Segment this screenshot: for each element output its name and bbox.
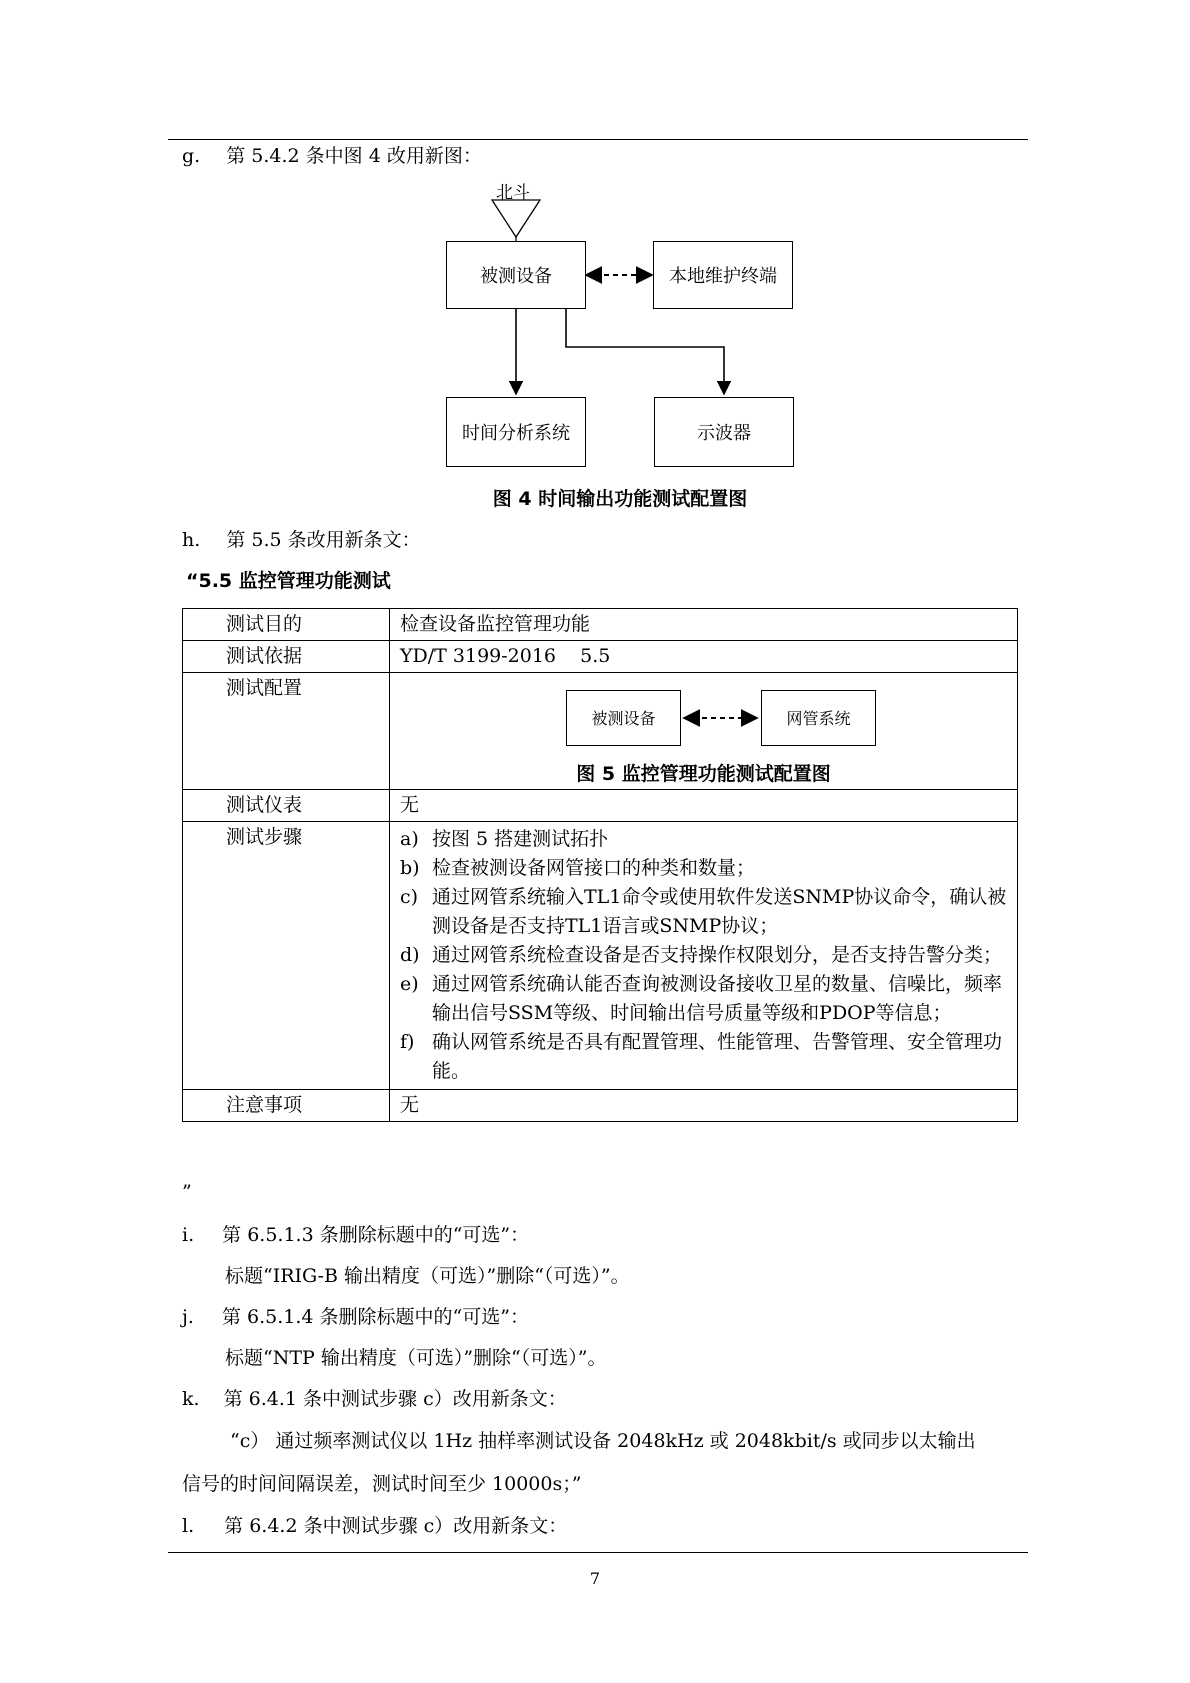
item-text: 第 6.4.1 条中测试步骤 c）改用新条文： (223, 1388, 567, 1410)
instruments-value: 无 (390, 790, 1018, 822)
step-b: b) 检查被测设备网管接口的种类和数量； (400, 857, 756, 879)
table-row (183, 1090, 1018, 1122)
closing-quote: ” (182, 1181, 192, 1203)
item-i-detail: 标题“IRIG-B 输出精度（可选）”删除“（可选）”。 (225, 1265, 630, 1287)
notes-value: 无 (390, 1090, 1018, 1122)
terminal-box: 本地维护终端 (653, 241, 793, 309)
item-marker: g. (182, 145, 201, 167)
item-marker: k. (182, 1388, 200, 1410)
figure-4-caption: 图 4 时间输出功能测试配置图 (492, 488, 748, 510)
item-j-detail: 标题“NTP 输出精度（可选）”删除“（可选）”。 (225, 1347, 607, 1369)
instruments-label: 测试仪表 (183, 790, 390, 822)
steps-cell (390, 822, 1018, 1090)
item-k-quote-2: 信号的时间间隔误差，测试时间至少 10000s；” (182, 1473, 582, 1495)
step-c: c) 通过网管系统输入TL1命令或使用软件发送SNMP协议命令，确认被测设备是否支持TL1语言或SNMP协议； (400, 886, 1007, 937)
footer-rule (168, 1552, 1028, 1553)
test-spec-table (182, 608, 1018, 1122)
item-l (182, 1513, 567, 1539)
config-cell (390, 673, 1018, 790)
notes-label: 注意事项 (183, 1090, 390, 1122)
config-label: 测试配置 (183, 673, 390, 790)
config-dut-box: 被测设备 (566, 690, 681, 746)
config-link (681, 708, 761, 728)
step-a: a) 按图 5 搭建测试拓扑 (400, 828, 609, 850)
item-text: 第 6.5.1.4 条删除标题中的“可选”： (221, 1306, 529, 1328)
config-nms-box: 网管系统 (761, 690, 876, 746)
item-text: 第 5.5 条改用新条文： (226, 529, 421, 551)
analyzer-box: 时间分析系统 (446, 397, 586, 467)
table-row (183, 822, 1018, 1090)
basis-label: 测试依据 (183, 641, 390, 673)
item-marker: l. (182, 1515, 195, 1537)
item-k-quote-1: “c） 通过频率测试仪以 1Hz 抽样率测试设备 2048kHz 或 2048kbit/s 或同步以太输出 (230, 1430, 976, 1452)
item-marker: j. (182, 1306, 194, 1328)
step-f: f) 确认网管系统是否具有配置管理、性能管理、告警管理、安全管理功能。 (400, 1031, 1003, 1082)
page-number: 7 (589, 1569, 601, 1588)
item-marker: h. (182, 529, 201, 551)
item-text: 第 6.5.1.3 条删除标题中的“可选”： (222, 1224, 530, 1246)
item-j (182, 1304, 529, 1330)
steps-label: 测试步骤 (183, 822, 390, 1090)
purpose-label: 测试目的 (183, 609, 390, 641)
item-marker: i. (182, 1224, 195, 1246)
antenna-icon (492, 200, 540, 237)
figure-4-diagram (0, 0, 1190, 480)
section-heading: “5.5 监控管理功能测试 (186, 570, 391, 592)
basis-value: YD/T 3199-2016 5.5 (390, 641, 1018, 673)
item-text: 第 5.4.2 条中图 4 改用新图： (226, 145, 482, 167)
step-e: e) 通过网管系统确认能否查询被测设备接收卫星的数量、信噪比，频率输出信号SSM等级、时间输出信号质量等级和PDOP等信息； (400, 973, 1003, 1024)
table-row (183, 790, 1018, 822)
scope-box: 示波器 (654, 397, 794, 467)
dut-box: 被测设备 (446, 241, 586, 309)
purpose-value: 检查设备监控管理功能 (390, 609, 1018, 641)
item-h (182, 527, 421, 553)
item-i (182, 1222, 529, 1248)
dut-scope-link (566, 309, 724, 394)
table-row (183, 609, 1018, 641)
antenna-label: 北斗 (496, 183, 530, 203)
table-row (183, 673, 1018, 790)
step-d: d) 通过网管系统检查设备是否支持操作权限划分，是否支持告警分类； (400, 944, 1003, 966)
item-text: 第 6.4.2 条中测试步骤 c）改用新条文： (224, 1515, 568, 1537)
item-k (182, 1386, 567, 1412)
figure-5-caption: 图 5 监控管理功能测试配置图 (576, 763, 831, 785)
table-row (183, 641, 1018, 673)
